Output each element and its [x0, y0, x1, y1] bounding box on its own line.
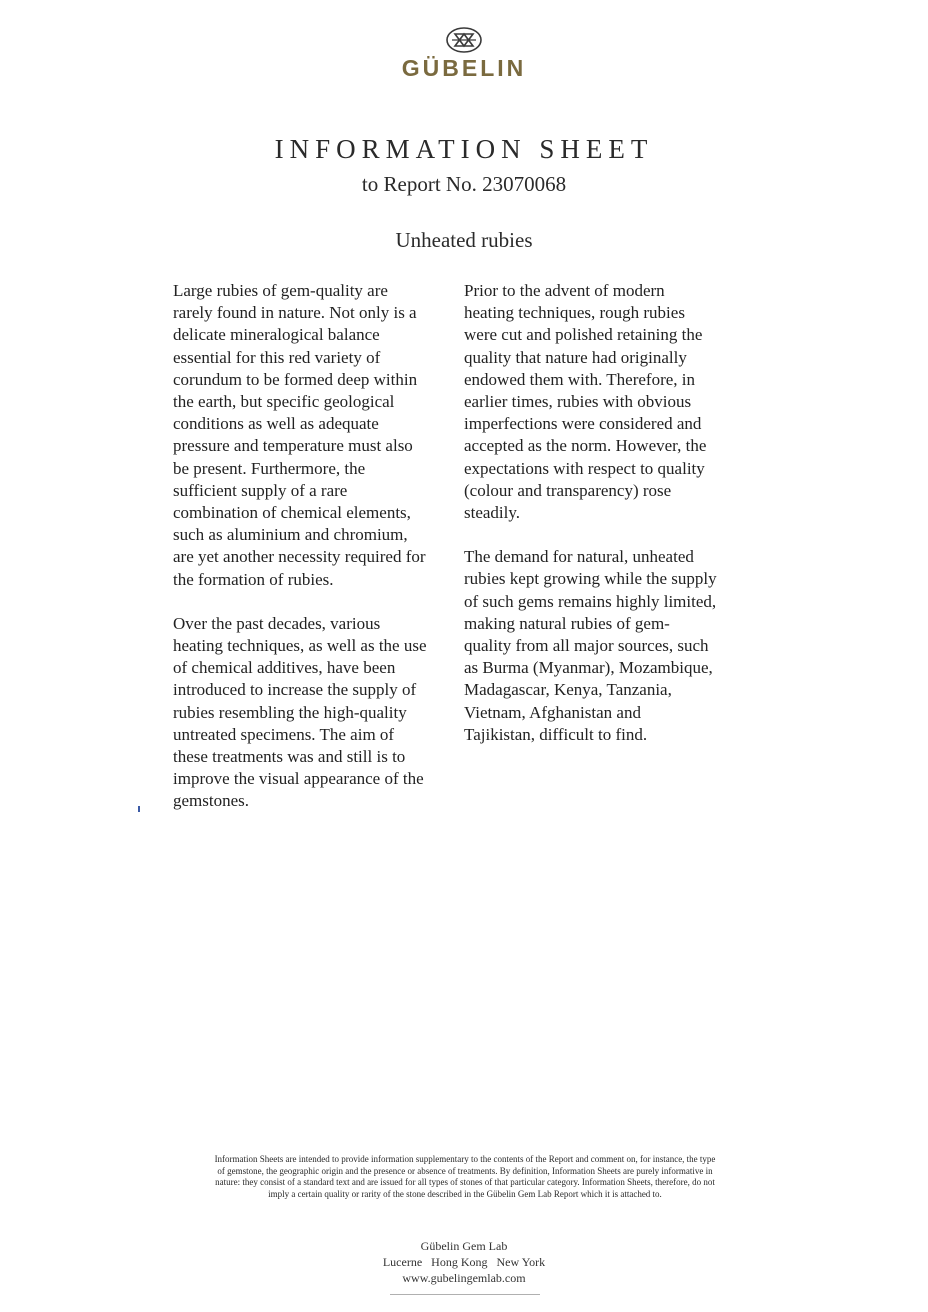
text-line: the earth, but specific geological — [173, 392, 395, 412]
text-line: Large rubies of gem-quality are — [173, 281, 388, 300]
right-column — [464, 280, 740, 746]
disclaimer-line: of gemstone, the geographic origin and the presence or absence of treatments. By definition, Information Sheets are purely informative in — [217, 1165, 713, 1176]
paragraph — [173, 280, 449, 591]
text-line: heating techniques, as well as the use — [173, 636, 427, 656]
text-line: corundum to be formed deep within — [173, 369, 418, 389]
text-line: be present. Furthermore, the — [173, 458, 366, 478]
brand-logo — [0, 26, 928, 82]
text-line: essential for this red variety of — [173, 347, 381, 367]
text-line: of chemical additives, have been — [173, 658, 396, 678]
brand-wordmark: GÜBELIN — [401, 55, 527, 81]
paragraph — [464, 546, 740, 746]
text-line: quality from all major sources, such — [464, 636, 709, 656]
document-title: INFORMATION SHEET — [274, 134, 654, 164]
section-heading: Unheated rubies — [395, 228, 533, 252]
text-line: expectations with respect to quality — [464, 458, 705, 478]
text-line: improve the visual appearance of the — [173, 769, 424, 789]
text-line: combination of chemical elements, — [173, 503, 411, 523]
text-line: The demand for natural, unheated — [464, 547, 694, 567]
text-line: (colour and transparency) rose — [464, 480, 672, 500]
text-line: these treatments was and still is to — [173, 747, 406, 767]
text-line: sufficient supply of a rare — [173, 480, 348, 500]
text-line: introduced to increase the supply of — [173, 680, 417, 700]
footer — [0, 1238, 928, 1286]
scan-speck — [138, 806, 140, 812]
text-line: rubies kept growing while the supply — [464, 569, 717, 589]
text-line: Prior to the advent of modern — [464, 281, 665, 300]
text-line: rubies resembling the high-quality — [173, 702, 407, 722]
text-line: untreated specimens. The aim of — [173, 724, 395, 744]
text-line: are yet another necessity required for — [173, 547, 426, 567]
disclaimer-line: nature: they consist of a standard text and are issued for all types of stones of that particular category. Information Sheets, therefore, do not — [215, 1177, 715, 1188]
text-line: the formation of rubies. — [173, 569, 334, 589]
text-line: Vietnam, Afghanistan and — [464, 702, 641, 722]
text-line: Tajikistan, difficult to find. — [464, 724, 648, 744]
text-line: pressure and temperature must also — [173, 436, 413, 456]
footer-lab-name: Gübelin Gem Lab — [420, 1239, 508, 1253]
text-line: gemstones. — [173, 791, 250, 811]
paragraph — [464, 280, 740, 524]
disclaimer-line: imply a certain quality or rarity of the stone described in the Gübelin Gem Lab Report which it is attached to. — [268, 1188, 662, 1199]
gubelin-emblem-icon — [444, 26, 484, 54]
text-line: conditions as well as adequate — [173, 414, 379, 434]
text-line: accepted as the norm. However, the — [464, 436, 707, 456]
disclaimer-line: Information Sheets are intended to provide information supplementary to the contents of the Report and comment on, for instance, the type — [214, 1154, 716, 1164]
text-line: steadily. — [464, 503, 521, 523]
text-line: rarely found in nature. Not only is a — [173, 303, 417, 323]
paragraph-gap — [464, 524, 740, 546]
report-number: to Report No. 23070068 — [361, 172, 567, 196]
footer-rule — [390, 1294, 540, 1295]
paragraph — [173, 613, 449, 813]
paragraph-gap — [173, 591, 449, 613]
text-line: Madagascar, Kenya, Tanzania, — [464, 680, 672, 700]
text-line: were cut and polished retaining the — [464, 325, 703, 345]
text-line: delicate mineralogical balance — [173, 325, 380, 345]
disclaimer — [170, 1154, 760, 1200]
text-line: heating techniques, rough rubies — [464, 303, 685, 323]
footer-locations: Lucerne Hong Kong New York — [382, 1255, 546, 1269]
text-line: as Burma (Myanmar), Mozambique, — [464, 658, 713, 678]
text-line: Over the past decades, various — [173, 613, 381, 633]
left-column — [173, 280, 449, 813]
text-line: imperfections were considered and — [464, 414, 702, 434]
text-line: quality that nature had originally — [464, 347, 687, 367]
text-line: endowed them with. Therefore, in — [464, 369, 696, 389]
text-line: such as aluminium and chromium, — [173, 525, 408, 545]
text-line: of such gems remains highly limited, — [464, 591, 717, 611]
footer-website: www.gubelingemlab.com — [402, 1271, 526, 1285]
text-line: earlier times, rubies with obvious — [464, 392, 692, 412]
text-line: making natural rubies of gem- — [464, 613, 670, 633]
